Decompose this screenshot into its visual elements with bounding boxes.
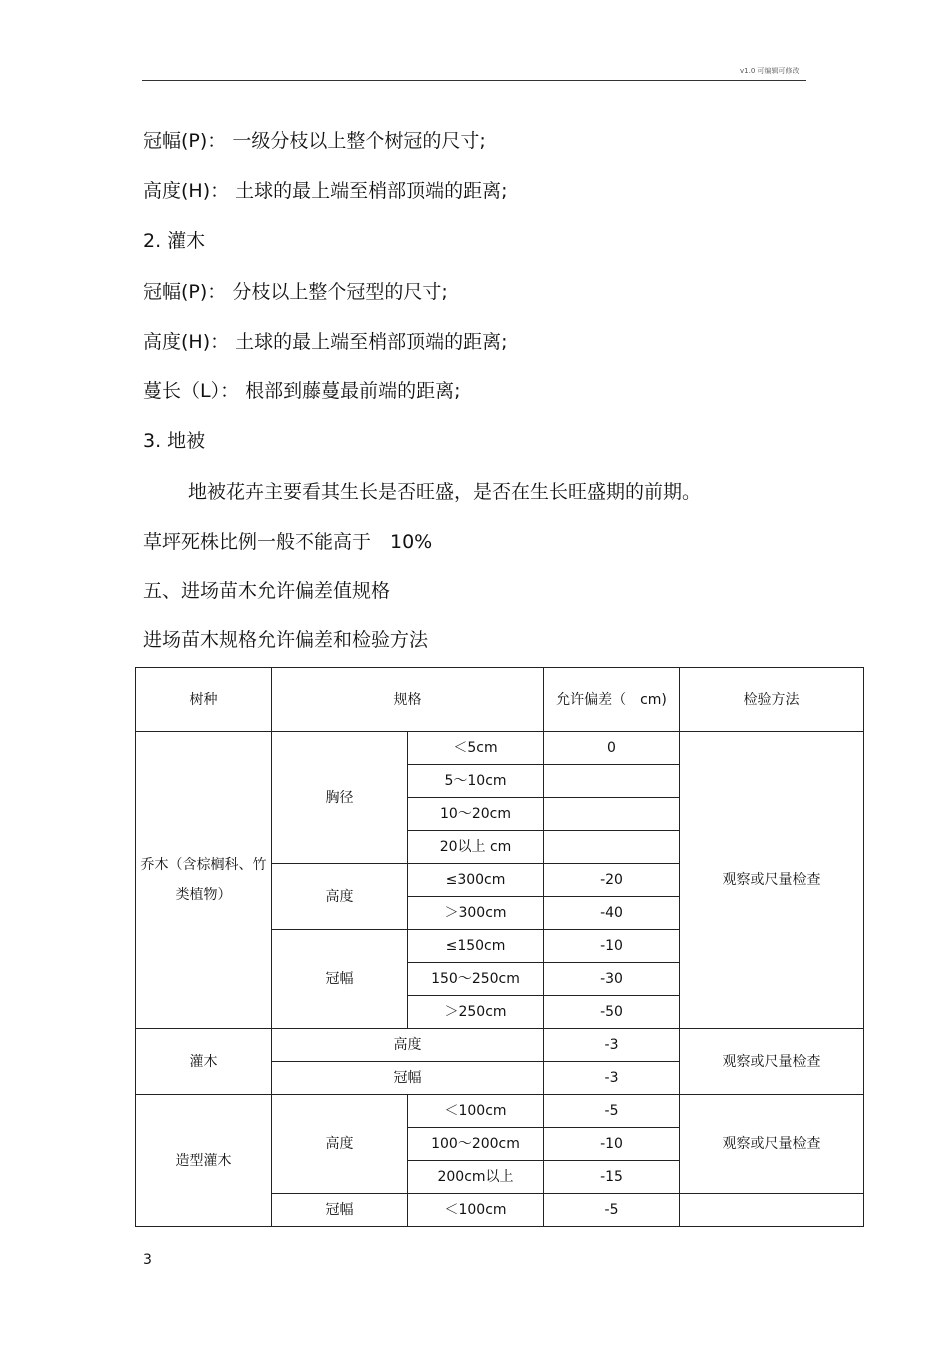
species-cell: 乔木（含棕榈科、竹类植物） <box>136 732 272 1029</box>
spec-cell: ＞300cm <box>408 897 544 930</box>
header-note: v1.0 可编辑可修改 <box>740 67 800 75</box>
tolerance-cell: -15 <box>544 1161 680 1194</box>
header-method: 检验方法 <box>680 668 864 732</box>
tolerance-cell <box>544 831 680 864</box>
header-tolerance: 允许偏差（ cm) <box>544 668 680 732</box>
header-spec: 规格 <box>272 668 544 732</box>
tolerance-cell <box>544 798 680 831</box>
spec-cell: ≤300cm <box>408 864 544 897</box>
spec-cell: 冠幅 <box>272 1062 544 1095</box>
paragraph: 高度(H)： 土球的最上端至梢部顶端的距离; <box>143 180 508 202</box>
section-heading: 五、进场苗木允许偏差值规格 <box>143 580 391 602</box>
tolerance-cell: -10 <box>544 930 680 963</box>
spec-cell: 10～20cm <box>408 798 544 831</box>
tolerance-cell: -50 <box>544 996 680 1029</box>
spec-cell: ＜100cm <box>408 1194 544 1227</box>
spec-cell: ＜5cm <box>408 732 544 765</box>
spec-cell: 200cm以上 <box>408 1161 544 1194</box>
tolerance-cell: -20 <box>544 864 680 897</box>
paragraph: 蔓长（L）： 根部到藤蔓最前端的距离; <box>143 380 461 402</box>
spec-cell: 高度 <box>272 1029 544 1062</box>
tolerance-cell: -3 <box>544 1029 680 1062</box>
section-heading: 2. 灌木 <box>143 230 206 252</box>
table-caption: 进场苗木规格允许偏差和检验方法 <box>143 629 429 651</box>
species-cell: 灌木 <box>136 1029 272 1095</box>
method-cell-empty <box>680 1194 864 1227</box>
item-cell: 冠幅 <box>272 930 408 1029</box>
spec-cell: ＞250cm <box>408 996 544 1029</box>
paragraph: 草坪死株比例一般不能高于 10% <box>143 531 433 553</box>
section-heading: 3. 地被 <box>143 430 206 452</box>
header-species: 树种 <box>136 668 272 732</box>
spec-cell: ≤150cm <box>408 930 544 963</box>
item-cell: 高度 <box>272 1095 408 1194</box>
tolerance-cell: -5 <box>544 1194 680 1227</box>
spec-cell: 150～250cm <box>408 963 544 996</box>
item-cell: 冠幅 <box>272 1194 408 1227</box>
method-cell: 观察或尺量检查 <box>680 732 864 1029</box>
spec-cell: 100～200cm <box>408 1128 544 1161</box>
tolerance-cell <box>544 765 680 798</box>
tolerance-table <box>135 667 864 1227</box>
item-cell: 高度 <box>272 864 408 930</box>
spec-cell: 5～10cm <box>408 765 544 798</box>
paragraph: 地被花卉主要看其生长是否旺盛，是否在生长旺盛期的前期。 <box>188 481 702 503</box>
species-cell: 造型灌木 <box>136 1095 272 1227</box>
item-cell: 胸径 <box>272 732 408 864</box>
tolerance-cell: -5 <box>544 1095 680 1128</box>
method-cell: 观察或尺量检查 <box>680 1095 864 1194</box>
tolerance-cell: -30 <box>544 963 680 996</box>
tolerance-cell: -40 <box>544 897 680 930</box>
paragraph: 高度(H)： 土球的最上端至梢部顶端的距离; <box>143 331 508 353</box>
paragraph: 冠幅(P)： 分枝以上整个冠型的尺寸; <box>143 281 448 303</box>
tolerance-cell: -10 <box>544 1128 680 1161</box>
spec-cell: ＜100cm <box>408 1095 544 1128</box>
page-number: 3 <box>143 1252 152 1268</box>
header-rule <box>142 80 806 81</box>
spec-cell: 20以上 cm <box>408 831 544 864</box>
tolerance-cell: -3 <box>544 1062 680 1095</box>
method-cell: 观察或尺量检查 <box>680 1029 864 1095</box>
paragraph: 冠幅(P)： 一级分枝以上整个树冠的尺寸; <box>143 130 486 152</box>
tolerance-cell: 0 <box>544 732 680 765</box>
